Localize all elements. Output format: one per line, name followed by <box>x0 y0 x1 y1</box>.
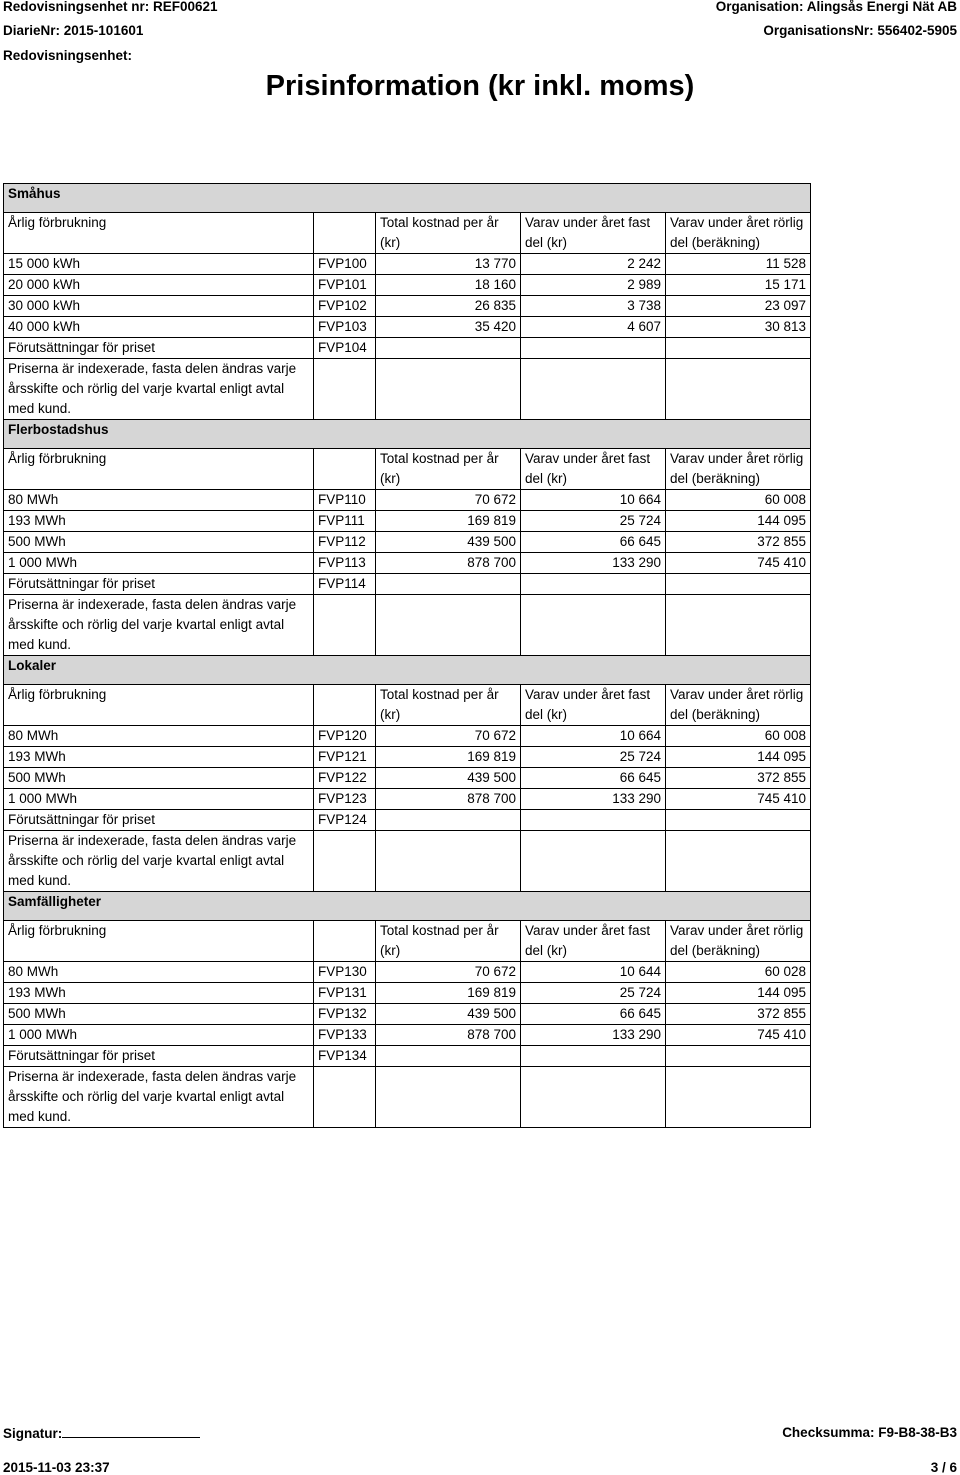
price-note: Priserna är indexerade, fasta delen ändras varje årsskifte och rörlig del varje kvartal enligt avtal med kund. <box>4 359 314 420</box>
column-header-variable: Varav under året rörlig del (beräkning) <box>666 921 811 962</box>
section-title: Småhus <box>4 184 811 213</box>
empty-cell <box>376 810 521 831</box>
column-header-variable: Varav under året rörlig del (beräkning) <box>666 685 811 726</box>
code-cell: FVP113 <box>314 553 376 574</box>
variable-part-cell: 23 097 <box>666 296 811 317</box>
code-cell: FVP112 <box>314 532 376 553</box>
variable-part-cell: 745 410 <box>666 1025 811 1046</box>
page-number: 3 / 6 <box>930 1460 957 1475</box>
fixed-part-cell: 3 738 <box>521 296 666 317</box>
conditions-code: FVP134 <box>314 1046 376 1067</box>
code-cell: FVP103 <box>314 317 376 338</box>
section-heading-row <box>4 420 811 449</box>
column-header-variable: Varav under året rörlig del (beräkning) <box>666 449 811 490</box>
conditions-row <box>4 338 811 359</box>
total-cost-cell: 70 672 <box>376 962 521 983</box>
column-header-row <box>4 449 811 490</box>
variable-part-cell: 60 008 <box>666 726 811 747</box>
empty-cell <box>521 574 666 595</box>
table-row <box>4 532 811 553</box>
table-row <box>4 317 811 338</box>
code-cell: FVP101 <box>314 275 376 296</box>
column-header-usage: Årlig förbrukning <box>4 685 314 726</box>
table-row <box>4 768 811 789</box>
code-cell: FVP130 <box>314 962 376 983</box>
column-header-total: Total kostnad per år (kr) <box>376 921 521 962</box>
code-cell: FVP102 <box>314 296 376 317</box>
variable-part-cell: 144 095 <box>666 747 811 768</box>
empty-cell <box>376 338 521 359</box>
table-row <box>4 747 811 768</box>
code-cell: FVP122 <box>314 768 376 789</box>
total-cost-cell: 439 500 <box>376 768 521 789</box>
usage-cell: 40 000 kWh <box>4 317 314 338</box>
signature-line[interactable] <box>62 1425 200 1438</box>
empty-cell <box>666 1067 811 1128</box>
price-note: Priserna är indexerade, fasta delen ändras varje årsskifte och rörlig del varje kvartal enligt avtal med kund. <box>4 831 314 892</box>
usage-cell: 80 MWh <box>4 726 314 747</box>
conditions-code: FVP124 <box>314 810 376 831</box>
usage-cell: 1 000 MWh <box>4 1025 314 1046</box>
conditions-label: Förutsättningar för priset <box>4 810 314 831</box>
column-header-fixed: Varav under året fast del (kr) <box>521 685 666 726</box>
table-row <box>4 275 811 296</box>
page-title: Prisinformation (kr inkl. moms) <box>265 70 695 102</box>
fixed-part-cell: 133 290 <box>521 553 666 574</box>
empty-cell <box>376 359 521 420</box>
fixed-part-cell: 2 989 <box>521 275 666 296</box>
fixed-part-cell: 10 664 <box>521 490 666 511</box>
empty-cell <box>521 595 666 656</box>
column-header-total: Total kostnad per år (kr) <box>376 213 521 254</box>
print-date: 2015-11-03 23:37 <box>3 1460 110 1475</box>
conditions-code: FVP114 <box>314 574 376 595</box>
conditions-code: FVP104 <box>314 338 376 359</box>
column-header-row <box>4 685 811 726</box>
empty-cell <box>314 359 376 420</box>
usage-cell: 500 MWh <box>4 532 314 553</box>
column-header-row <box>4 213 811 254</box>
empty-cell <box>666 595 811 656</box>
conditions-label: Förutsättningar för priset <box>4 574 314 595</box>
usage-cell: 20 000 kWh <box>4 275 314 296</box>
table-row <box>4 789 811 810</box>
section-heading-row <box>4 656 811 685</box>
empty-cell <box>376 831 521 892</box>
variable-part-cell: 745 410 <box>666 789 811 810</box>
price-table-body <box>4 184 811 1128</box>
column-header-code <box>314 685 376 726</box>
table-row <box>4 1004 811 1025</box>
usage-cell: 193 MWh <box>4 983 314 1004</box>
column-header-code <box>314 449 376 490</box>
empty-cell <box>314 595 376 656</box>
empty-cell <box>666 359 811 420</box>
variable-part-cell: 372 855 <box>666 1004 811 1025</box>
code-cell: FVP123 <box>314 789 376 810</box>
reporting-unit: Redovisningsenhet: <box>3 48 133 63</box>
fixed-part-cell: 10 664 <box>521 726 666 747</box>
diarie-number: DiarieNr: 2015-101601 <box>3 23 144 38</box>
variable-part-cell: 60 008 <box>666 490 811 511</box>
total-cost-cell: 18 160 <box>376 275 521 296</box>
empty-cell <box>376 1046 521 1067</box>
section-title: Flerbostadshus <box>4 420 811 449</box>
empty-cell <box>376 1067 521 1128</box>
total-cost-cell: 439 500 <box>376 1004 521 1025</box>
variable-part-cell: 60 028 <box>666 962 811 983</box>
usage-cell: 15 000 kWh <box>4 254 314 275</box>
note-row <box>4 831 811 892</box>
note-row <box>4 595 811 656</box>
code-cell: FVP111 <box>314 511 376 532</box>
table-row <box>4 962 811 983</box>
empty-cell <box>521 831 666 892</box>
fixed-part-cell: 25 724 <box>521 983 666 1004</box>
empty-cell <box>521 338 666 359</box>
table-row <box>4 296 811 317</box>
total-cost-cell: 878 700 <box>376 1025 521 1046</box>
usage-cell: 80 MWh <box>4 962 314 983</box>
fixed-part-cell: 66 645 <box>521 532 666 553</box>
column-header-fixed: Varav under året fast del (kr) <box>521 213 666 254</box>
table-row <box>4 511 811 532</box>
variable-part-cell: 30 813 <box>666 317 811 338</box>
empty-cell <box>666 831 811 892</box>
price-note: Priserna är indexerade, fasta delen ändras varje årsskifte och rörlig del varje kvartal enligt avtal med kund. <box>4 595 314 656</box>
total-cost-cell: 26 835 <box>376 296 521 317</box>
note-row <box>4 1067 811 1128</box>
usage-cell: 1 000 MWh <box>4 553 314 574</box>
column-header-row <box>4 921 811 962</box>
section-heading-row <box>4 184 811 213</box>
code-cell: FVP100 <box>314 254 376 275</box>
variable-part-cell: 372 855 <box>666 532 811 553</box>
signature-label: Signatur: <box>3 1426 63 1441</box>
organisation-name: Organisation: Alingsås Energi Nät AB <box>715 0 957 14</box>
table-row <box>4 983 811 1004</box>
code-cell: FVP120 <box>314 726 376 747</box>
section-title: Lokaler <box>4 656 811 685</box>
usage-cell: 1 000 MWh <box>4 789 314 810</box>
conditions-label: Förutsättningar för priset <box>4 338 314 359</box>
fixed-part-cell: 133 290 <box>521 789 666 810</box>
variable-part-cell: 144 095 <box>666 511 811 532</box>
empty-cell <box>666 810 811 831</box>
table-row <box>4 553 811 574</box>
empty-cell <box>376 595 521 656</box>
column-header-usage: Årlig förbrukning <box>4 213 314 254</box>
table-row <box>4 1025 811 1046</box>
fixed-part-cell: 10 644 <box>521 962 666 983</box>
empty-cell <box>666 1046 811 1067</box>
code-cell: FVP132 <box>314 1004 376 1025</box>
empty-cell <box>376 574 521 595</box>
variable-part-cell: 372 855 <box>666 768 811 789</box>
total-cost-cell: 13 770 <box>376 254 521 275</box>
usage-cell: 193 MWh <box>4 511 314 532</box>
empty-cell <box>666 574 811 595</box>
conditions-label: Förutsättningar för priset <box>4 1046 314 1067</box>
column-header-total: Total kostnad per år (kr) <box>376 449 521 490</box>
empty-cell <box>521 1046 666 1067</box>
variable-part-cell: 745 410 <box>666 553 811 574</box>
fixed-part-cell: 66 645 <box>521 1004 666 1025</box>
column-header-usage: Årlig förbrukning <box>4 921 314 962</box>
usage-cell: 80 MWh <box>4 490 314 511</box>
total-cost-cell: 35 420 <box>376 317 521 338</box>
code-cell: FVP110 <box>314 490 376 511</box>
total-cost-cell: 439 500 <box>376 532 521 553</box>
table-row <box>4 726 811 747</box>
usage-cell: 30 000 kWh <box>4 296 314 317</box>
usage-cell: 193 MWh <box>4 747 314 768</box>
variable-part-cell: 144 095 <box>666 983 811 1004</box>
price-note: Priserna är indexerade, fasta delen ändras varje årsskifte och rörlig del varje kvartal enligt avtal med kund. <box>4 1067 314 1128</box>
checksum: Checksumma: F9-B8-38-B3 <box>782 1425 957 1440</box>
total-cost-cell: 169 819 <box>376 511 521 532</box>
empty-cell <box>521 1067 666 1128</box>
code-cell: FVP133 <box>314 1025 376 1046</box>
empty-cell <box>521 359 666 420</box>
code-cell: FVP131 <box>314 983 376 1004</box>
total-cost-cell: 169 819 <box>376 983 521 1004</box>
column-header-usage: Årlig förbrukning <box>4 449 314 490</box>
fixed-part-cell: 4 607 <box>521 317 666 338</box>
code-cell: FVP121 <box>314 747 376 768</box>
column-header-variable: Varav under året rörlig del (beräkning) <box>666 213 811 254</box>
conditions-row <box>4 574 811 595</box>
usage-cell: 500 MWh <box>4 1004 314 1025</box>
column-header-code <box>314 213 376 254</box>
section-title: Samfälligheter <box>4 892 811 921</box>
table-row <box>4 490 811 511</box>
fixed-part-cell: 133 290 <box>521 1025 666 1046</box>
note-row <box>4 359 811 420</box>
signature-field <box>3 1425 200 1441</box>
conditions-row <box>4 1046 811 1067</box>
fixed-part-cell: 25 724 <box>521 747 666 768</box>
empty-cell <box>521 810 666 831</box>
organisation-number: OrganisationsNr: 556402-5905 <box>763 23 957 38</box>
price-table <box>3 183 811 1128</box>
column-header-code <box>314 921 376 962</box>
fixed-part-cell: 66 645 <box>521 768 666 789</box>
empty-cell <box>314 1067 376 1128</box>
table-row <box>4 254 811 275</box>
empty-cell <box>666 338 811 359</box>
total-cost-cell: 878 700 <box>376 789 521 810</box>
variable-part-cell: 15 171 <box>666 275 811 296</box>
empty-cell <box>314 831 376 892</box>
total-cost-cell: 70 672 <box>376 726 521 747</box>
column-header-fixed: Varav under året fast del (kr) <box>521 921 666 962</box>
section-heading-row <box>4 892 811 921</box>
reporting-unit-number: Redovisningsenhet nr: REF00621 <box>3 0 218 14</box>
column-header-fixed: Varav under året fast del (kr) <box>521 449 666 490</box>
column-header-total: Total kostnad per år (kr) <box>376 685 521 726</box>
usage-cell: 500 MWh <box>4 768 314 789</box>
variable-part-cell: 11 528 <box>666 254 811 275</box>
total-cost-cell: 878 700 <box>376 553 521 574</box>
conditions-row <box>4 810 811 831</box>
total-cost-cell: 169 819 <box>376 747 521 768</box>
fixed-part-cell: 2 242 <box>521 254 666 275</box>
total-cost-cell: 70 672 <box>376 490 521 511</box>
fixed-part-cell: 25 724 <box>521 511 666 532</box>
